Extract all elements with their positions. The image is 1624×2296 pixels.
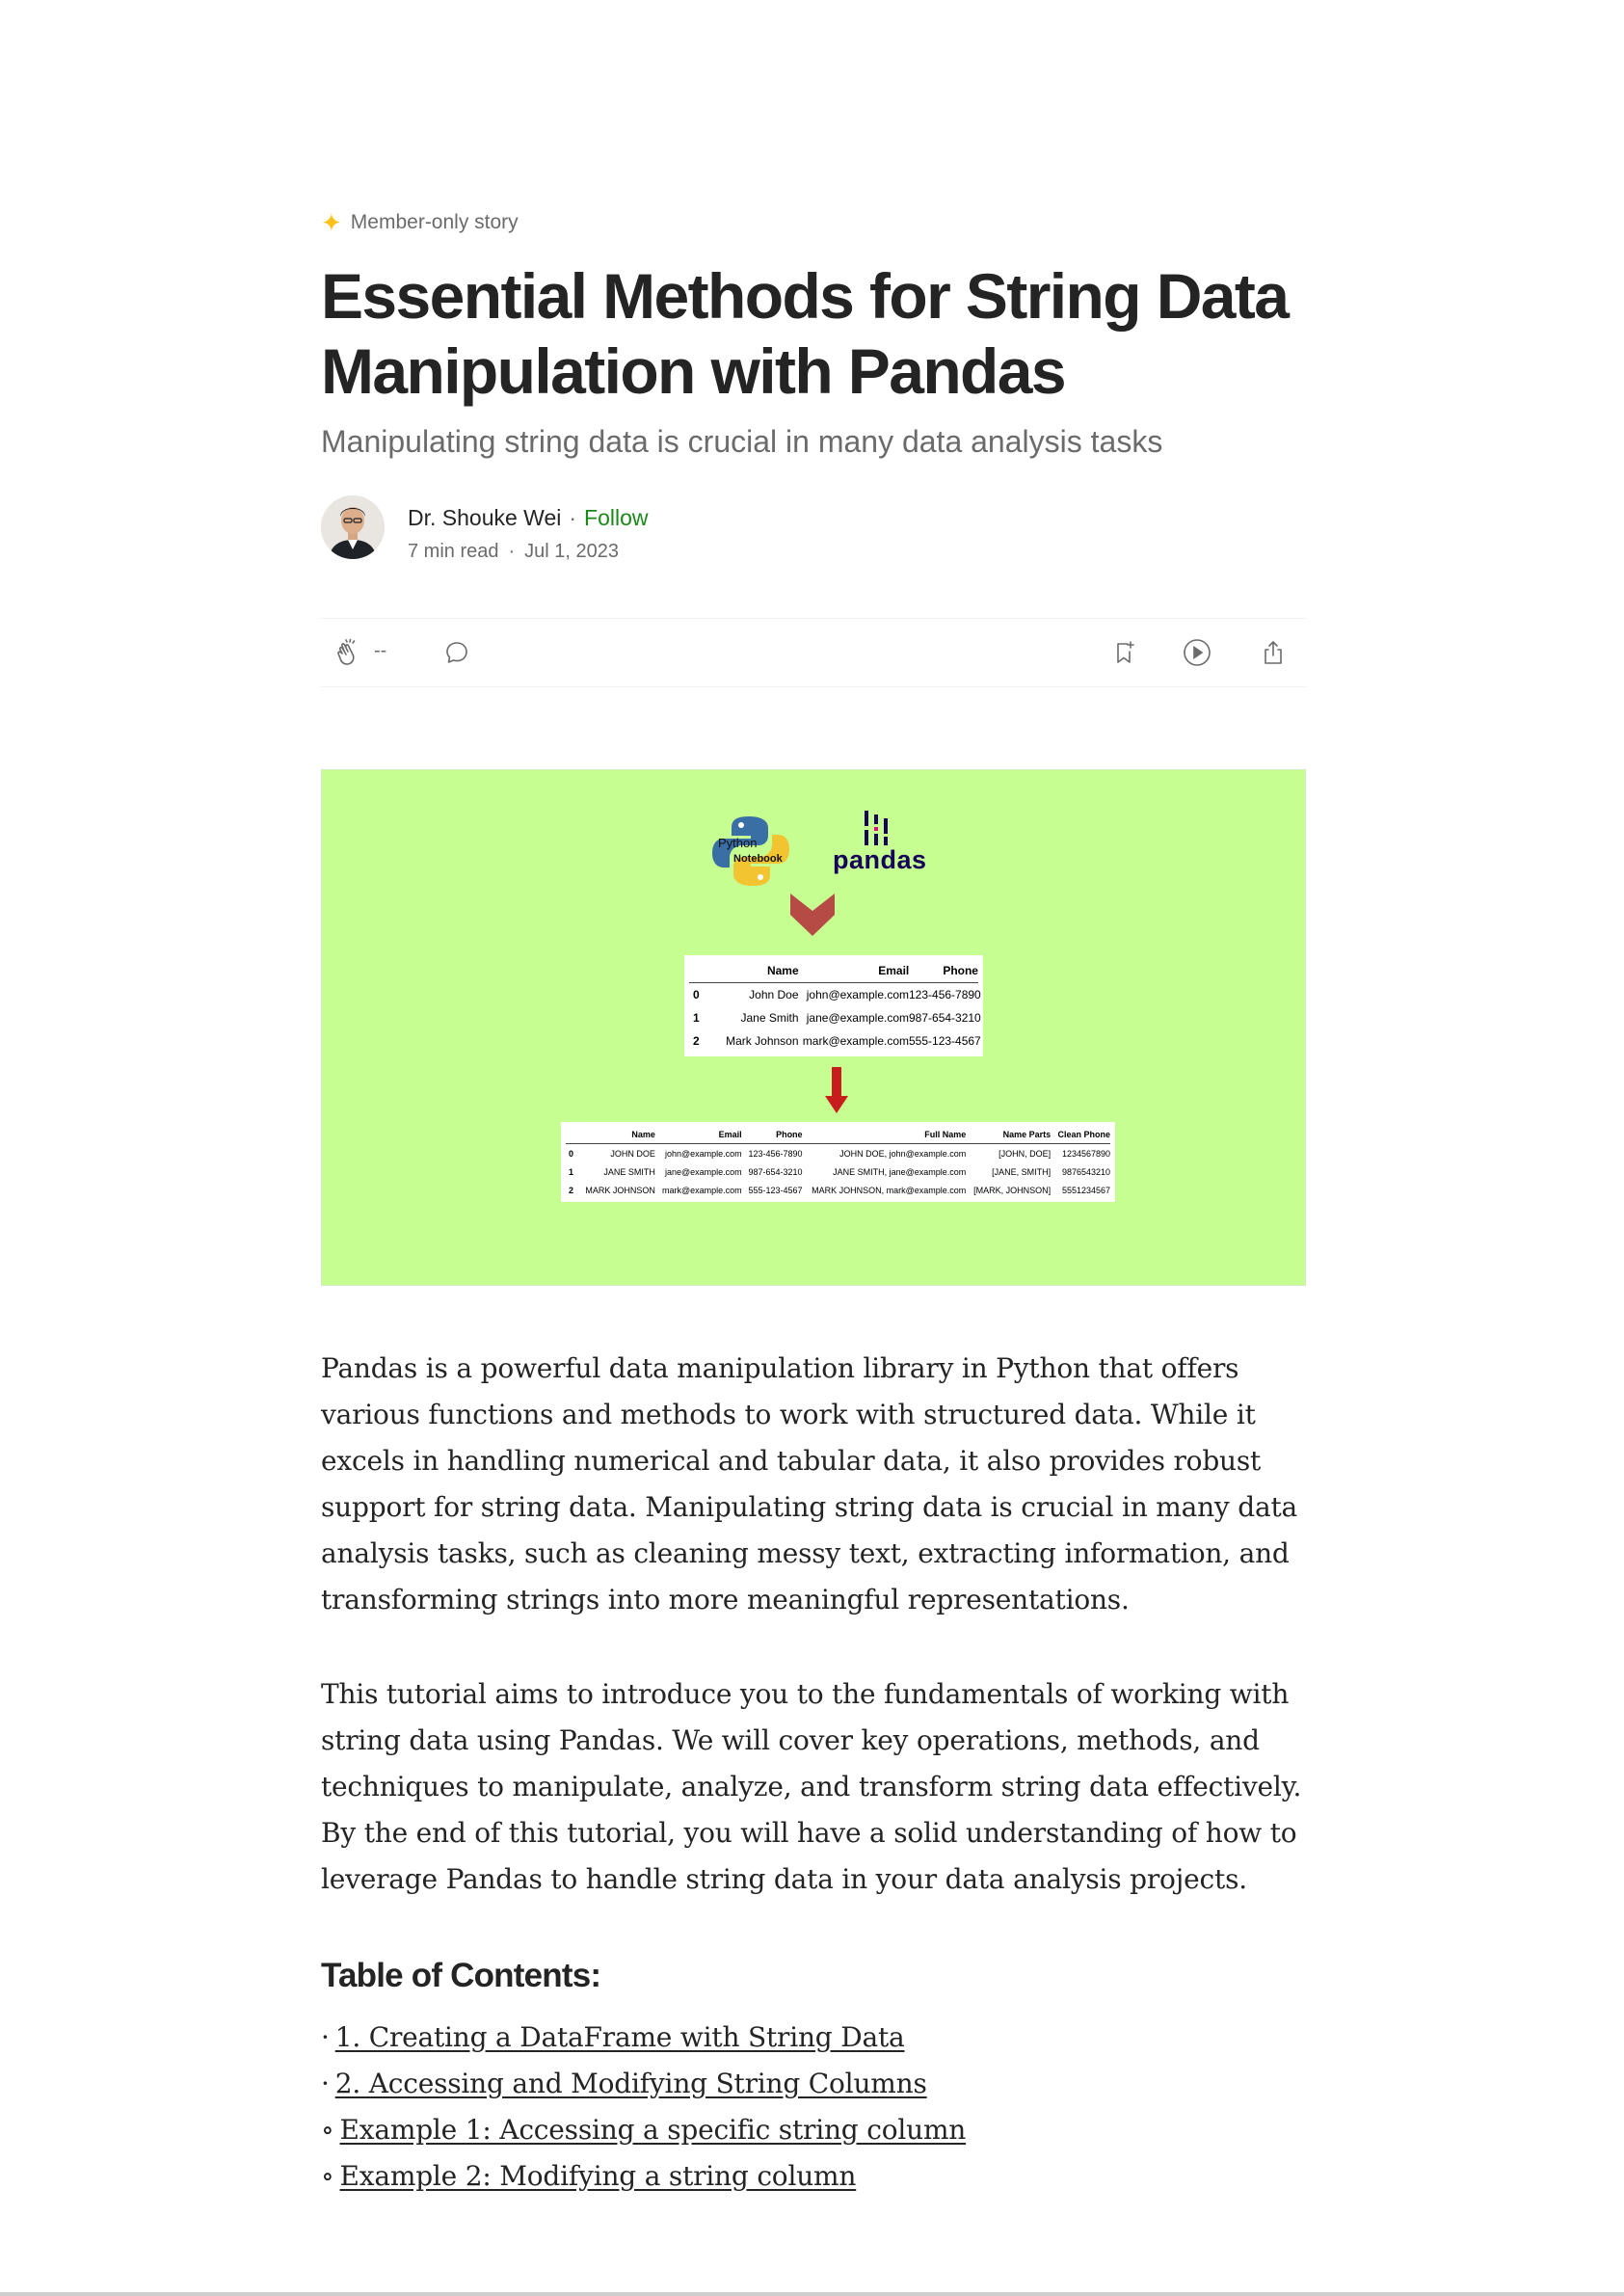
table-cell: 123-456-7890: [748, 1148, 803, 1159]
table-header-cell: Phone: [776, 1129, 803, 1139]
table-cell: JANE SMITH, jane@example.com: [833, 1166, 967, 1177]
pandas-logo: [833, 811, 927, 875]
table-cell: john@example.com: [665, 1148, 742, 1159]
author-name-link[interactable]: Dr. Shouke Wei: [408, 505, 562, 530]
table-cell: 0: [693, 988, 700, 1001]
table-cell: [MARK, JOHNSON]: [973, 1185, 1052, 1195]
share-icon: [1260, 639, 1287, 666]
table-header-cell: Name: [766, 964, 799, 977]
table-cell: MARK JOHNSON: [585, 1185, 655, 1195]
hero-image: [321, 769, 1306, 1286]
article-subtitle: Manipulating string data is crucial in many data analysis tasks: [321, 424, 1163, 459]
clap-button[interactable]: [331, 634, 367, 671]
toc-list: [321, 2015, 1306, 2200]
table-header-cell: Email: [878, 964, 910, 977]
table-cell: 5551234567: [1061, 1185, 1111, 1195]
comment-button[interactable]: [439, 634, 475, 671]
table-header-row: [566, 1125, 1110, 1144]
table-row: [566, 1162, 1110, 1181]
bookmark-icon: [1111, 639, 1138, 666]
pandas-wordmark: pandas: [833, 845, 927, 874]
table-cell: 1: [693, 1011, 700, 1025]
table-cell: [JOHN, DOE]: [998, 1148, 1052, 1159]
toc-link-creating-dataframe[interactable]: 1. Creating a DataFrame with String Data: [334, 2021, 905, 2053]
list-item: [321, 2015, 1306, 2061]
bullet: ·: [321, 2068, 330, 2099]
follow-button[interactable]: Follow: [584, 505, 649, 530]
toc-heading: Table of Contents:: [321, 1957, 601, 1994]
original-dataframe-table: [684, 955, 983, 1056]
table-row: [689, 1029, 981, 1053]
list-item: [321, 2107, 1306, 2153]
read-time: 7 min read: [408, 541, 499, 562]
table-cell: jane@example.com: [806, 1011, 909, 1025]
table-cell: 987-654-3210: [909, 1011, 981, 1025]
list-item: [321, 2153, 1306, 2200]
article-title: Essential Methods for String Data Manipulation with Pandas: [321, 260, 1289, 407]
table-row: [689, 983, 981, 1006]
toc-link-example-2[interactable]: Example 2: Modifying a string column: [339, 2160, 857, 2192]
table-header-cell: Full Name: [924, 1129, 967, 1139]
table-header-cell: Clean Phone: [1057, 1129, 1111, 1139]
table-cell: JANE SMITH: [603, 1166, 655, 1177]
meta-separator: ·: [508, 541, 516, 562]
article-action-bar: [321, 618, 1306, 687]
pandas-bars-icon: [864, 811, 889, 845]
table-cell: 555-123-4567: [909, 1034, 981, 1048]
author-block: [321, 495, 1306, 569]
bottom-divider: [0, 2292, 1624, 2296]
table-cell: 9876543210: [1061, 1166, 1111, 1177]
python-notebook-logo: [712, 814, 789, 893]
table-cell: jane@example.com: [665, 1166, 742, 1177]
author-avatar[interactable]: [321, 495, 385, 559]
transformed-dataframe-table: [561, 1122, 1115, 1202]
table-cell: [JANE, SMITH]: [992, 1166, 1052, 1177]
share-button[interactable]: [1255, 634, 1291, 671]
member-only-badge: [321, 206, 1306, 239]
table-cell: John Doe: [749, 988, 799, 1001]
intro-paragraph: Pandas is a powerful data manipulation library in Python that offers various functions and methods to work with structured data. While it excels in handling numerical and tabular data, it also provides robust support for string data. Manipulating string data is crucial in many data analysis tasks, such as cleaning messy text, extracting information, and transforming strings into more meaningful representations.: [321, 1352, 1297, 1615]
listen-button[interactable]: [1179, 634, 1215, 671]
star-icon: ✦: [321, 208, 342, 237]
table-row: [566, 1181, 1110, 1199]
table-cell: mark@example.com: [802, 1034, 909, 1048]
python-label: Python: [718, 836, 758, 850]
comment-icon: [443, 639, 470, 666]
table-cell: JOHN DOE: [610, 1148, 655, 1159]
table-row: [566, 1144, 1110, 1162]
table-cell: 1234567890: [1061, 1148, 1111, 1159]
bullet: ∘: [321, 2160, 334, 2192]
table-cell: 555-123-4567: [748, 1185, 803, 1195]
table-cell: mark@example.com: [662, 1185, 742, 1195]
member-only-label: Member-only story: [350, 211, 519, 233]
table-row: [689, 1006, 981, 1029]
name-separator: ·: [569, 505, 577, 530]
bullet: ∘: [321, 2114, 334, 2146]
bookmark-button[interactable]: [1106, 634, 1143, 671]
toc-link-accessing-modifying[interactable]: 2. Accessing and Modifying String Columns: [334, 2068, 927, 2099]
clap-icon: [334, 638, 363, 667]
table-cell: 987-654-3210: [748, 1166, 803, 1177]
table-cell: john@example.com: [806, 988, 909, 1001]
table-cell: 0: [569, 1148, 574, 1159]
table-cell: 1: [569, 1166, 574, 1177]
table-header-cell: Email: [718, 1129, 742, 1139]
table-cell: 123-456-7890: [909, 988, 981, 1001]
play-icon: [1182, 637, 1212, 668]
toc-link-example-1[interactable]: Example 1: Accessing a specific string column: [339, 2114, 967, 2146]
table-header-cell: Name: [631, 1129, 655, 1139]
list-item: [321, 2061, 1306, 2107]
tutorial-paragraph: This tutorial aims to introduce you to the fundamentals of working with string data using Pandas. We will cover key operations, methods, and techniques to manipulate, analyze, and transform string data effectively. By the end of this tutorial, you will have a solid understanding of how to leverage Pandas to handle string data in your data analysis projects.: [321, 1678, 1302, 1895]
table-cell: 2: [693, 1034, 700, 1048]
publish-date: Jul 1, 2023: [524, 541, 620, 562]
table-cell: Jane Smith: [740, 1011, 799, 1025]
table-header-cell: Phone: [943, 964, 978, 977]
bullet: ·: [321, 2021, 330, 2053]
table-cell: MARK JOHNSON, mark@example.com: [812, 1185, 967, 1195]
table-cell: JOHN DOE, john@example.com: [839, 1148, 967, 1159]
down-arrow-icon: [825, 1067, 848, 1115]
table-header-cell: Name Parts: [1002, 1129, 1052, 1139]
notebook-label: Notebook: [733, 853, 783, 865]
table-cell: Mark Johnson: [726, 1034, 799, 1048]
table-header-row: [689, 959, 978, 983]
table-cell: 2: [569, 1185, 574, 1195]
chevron-down-arrow-icon: [790, 894, 835, 938]
clap-count: --: [374, 640, 387, 661]
